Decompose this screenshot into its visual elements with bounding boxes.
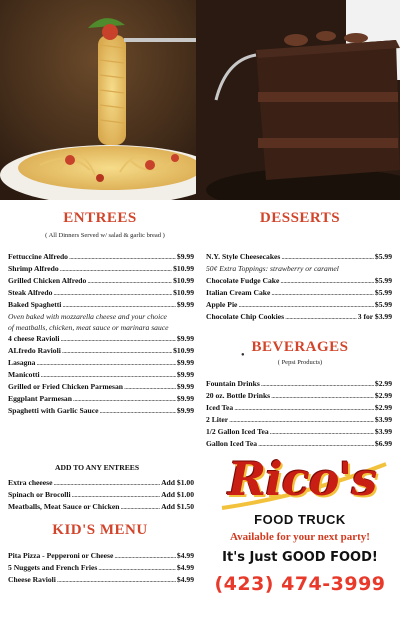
dot-leader (270, 427, 374, 436)
item-name: 1/2 Gallon Iced Tea (206, 427, 269, 436)
item-price: $5.99 (374, 276, 392, 285)
menu-item (8, 563, 194, 572)
dot-leader (234, 403, 374, 412)
dot-leader (124, 382, 176, 391)
dot-leader (73, 394, 176, 403)
entrees-heading: ENTREES (63, 210, 137, 226)
item-name: Manicotti (8, 370, 40, 379)
item-price: $4.99 (176, 551, 194, 560)
menu-item (206, 415, 392, 424)
entrees-note: ( All Dinners Served w/ salad & garlic bread ) (45, 232, 165, 239)
menu-item (8, 394, 194, 403)
dot-leader (98, 563, 176, 572)
menu-item (206, 439, 392, 448)
item-price: $10.99 (173, 276, 194, 285)
item-name: Spaghetti with Garlic Sauce (8, 406, 99, 415)
item-name: Pita Pizza - Pepperoni or Cheese (8, 551, 114, 560)
item-name: 2 Liter (206, 415, 229, 424)
dot-leader (57, 575, 176, 584)
item-price: $10.99 (173, 346, 194, 355)
item-name: Steak Alfredo (8, 288, 53, 297)
item-name: Iced Tea (206, 403, 234, 412)
menu-item (8, 252, 194, 261)
dot-leader (54, 478, 161, 487)
item-name: Fettuccine Alfredo (8, 252, 68, 261)
item-price: Add $1.50 (161, 502, 194, 511)
menu-item (206, 379, 392, 388)
item-price: $3.99 (374, 415, 392, 424)
baked-spaghetti-note-2: of meatballs, chicken, meat sauce or marinara sauce (8, 323, 169, 332)
dot-leader (62, 300, 176, 309)
dot-leader (238, 300, 373, 309)
item-name: Chocolate Fudge Cake (206, 276, 280, 285)
beverages-note: ( Pepsi Products) (277, 359, 323, 366)
item-price: 3 for $3.99 (357, 312, 392, 321)
menu-item (8, 264, 194, 273)
menu-item (206, 276, 392, 285)
dot-leader (60, 334, 175, 343)
menu-item (8, 478, 194, 487)
item-name: Italian Cream Cake (206, 288, 271, 297)
menu-item (8, 575, 194, 584)
item-price: $9.99 (176, 252, 194, 261)
item-price: $5.99 (374, 288, 392, 297)
dot-leader (72, 490, 160, 499)
dot-leader (258, 439, 374, 448)
item-name: 4 cheese Ravioli (8, 334, 60, 343)
item-name: N.Y. Style Cheesecakes (206, 252, 281, 261)
item-price: $10.99 (173, 288, 194, 297)
item-name: 5 Nuggets and French Fries (8, 563, 98, 572)
menu-item (8, 346, 194, 355)
item-name: Baked Spaghetti (8, 300, 62, 309)
item-name: 20 oz. Bottle Drinks (206, 391, 271, 400)
item-name: Apple Pie (206, 300, 238, 309)
dot-leader (271, 288, 374, 297)
dot-leader (229, 415, 374, 424)
item-price: $9.99 (176, 370, 194, 379)
dot-leader (41, 370, 176, 379)
item-name: Grilled Chicken Alfredo (8, 276, 87, 285)
dot-leader (60, 264, 172, 273)
menu-item (206, 427, 392, 436)
menu-item (8, 551, 194, 560)
dot-leader (271, 391, 374, 400)
item-price: $9.99 (176, 394, 194, 403)
menu-item (206, 403, 392, 412)
header-photos (0, 0, 400, 200)
item-price: $4.99 (176, 563, 194, 572)
dot-leader (100, 406, 176, 415)
menu-item (8, 276, 194, 285)
menu-item (8, 502, 194, 511)
dot-leader (261, 379, 374, 388)
dot-leader (114, 551, 176, 560)
item-name: ALfredo Ravioli (8, 346, 61, 355)
item-name: Meatballs, Meat Sauce or Chicken (8, 502, 120, 511)
dot-leader (69, 252, 176, 261)
menu-item (8, 406, 194, 415)
dot-leader (36, 358, 175, 367)
item-name: Gallon Iced Tea (206, 439, 258, 448)
desserts-heading: DESSERTS (259, 210, 341, 226)
item-price: $5.99 (374, 252, 392, 261)
item-name: Extra cheeese (8, 478, 53, 487)
item-price: $9.99 (176, 300, 194, 309)
item-price: $9.99 (176, 334, 194, 343)
dot-leader (280, 276, 374, 285)
item-price: $9.99 (176, 382, 194, 391)
item-name: Grilled or Fried Chicken Parmesan (8, 382, 124, 391)
dot-leader (53, 288, 172, 297)
item-price: Add $1.00 (161, 490, 194, 499)
item-price: $10.99 (173, 264, 194, 273)
menu-item (8, 382, 194, 391)
item-name: Spinach or Brocolli (8, 490, 71, 499)
dot-leader (62, 346, 172, 355)
item-price: $2.99 (374, 379, 392, 388)
party-tagline: Available for your next party! (230, 531, 370, 543)
baked-spaghetti-note-1: Oven baked with mozzarella cheese and your choice (8, 312, 167, 321)
item-name: Shrimp Alfredo (8, 264, 59, 273)
item-price: $5.99 (374, 300, 392, 309)
toppings-note: 50¢ Extra Toppings: strawberry or caramel (206, 264, 339, 273)
spaghetti-photo (0, 0, 196, 200)
item-price: $3.99 (374, 427, 392, 436)
item-name: Eggplant Parmesan (8, 394, 72, 403)
menu-item (206, 288, 392, 297)
menu-item (206, 391, 392, 400)
food-truck-label: FOOD TRUCK (254, 512, 346, 527)
menu-item (8, 490, 194, 499)
item-name: Chocolate Chip Cookies (206, 312, 285, 321)
brand-logo: Rico's (228, 452, 377, 506)
bullet-dot: ● (241, 352, 245, 358)
menu-item (206, 300, 392, 309)
item-name: Cheese Ravioli (8, 575, 56, 584)
menu-item (8, 300, 194, 309)
dot-leader (281, 252, 374, 261)
menu-item (8, 288, 194, 297)
menu-item (8, 358, 194, 367)
item-price: $6.99 (374, 439, 392, 448)
beverages-heading: BEVERAGES (251, 339, 349, 355)
item-name: Lasagna (8, 358, 36, 367)
dot-leader (87, 276, 172, 285)
menu-item (8, 370, 194, 379)
menu-item (206, 312, 392, 321)
add-ons-heading: ADD TO ANY ENTREES (55, 463, 140, 472)
item-price: $9.99 (176, 406, 194, 415)
dot-leader (285, 312, 357, 321)
item-price: $2.99 (374, 403, 392, 412)
phone-number: (423) 474-3999 (214, 573, 386, 595)
kids-menu-heading: KID'S MENU (52, 522, 148, 538)
menu-item (8, 334, 194, 343)
dot-leader (120, 502, 160, 511)
slogan: It's Just GOOD FOOD! (222, 550, 378, 565)
item-price: $4.99 (176, 575, 194, 584)
item-price: Add $1.00 (161, 478, 194, 487)
menu-item (206, 252, 392, 261)
cake-photo (196, 0, 400, 200)
item-price: $2.99 (374, 391, 392, 400)
item-price: $9.99 (176, 358, 194, 367)
item-name: Fountain Drinks (206, 379, 260, 388)
